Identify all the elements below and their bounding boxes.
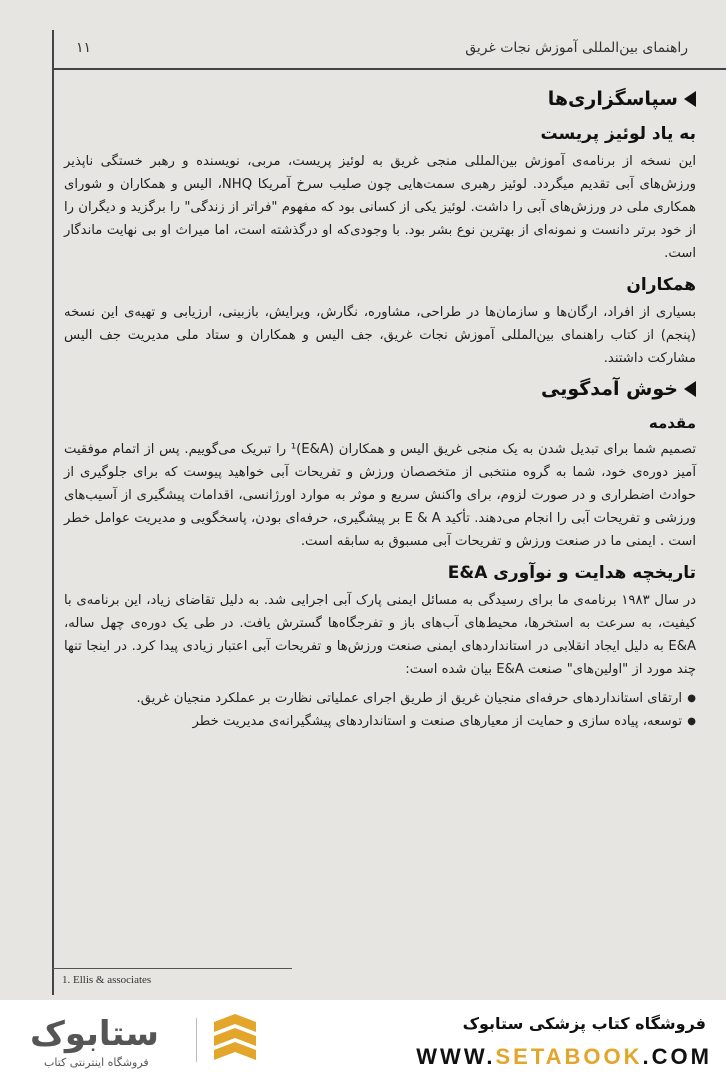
history-bullets (64, 687, 696, 733)
url-prefix: WWW. (416, 1044, 496, 1069)
footnote-divider (52, 968, 292, 969)
triangle-icon (684, 381, 696, 397)
triangle-icon (684, 91, 696, 107)
intro-heading: مقدمه (648, 414, 696, 432)
section-title: سپاسگزاری‌ها (547, 88, 678, 110)
section-welcome-heading (64, 378, 696, 400)
store-banner (0, 1000, 726, 1080)
intro-text: تصمیم شما برای تبدیل شدن به یک منجی غریق الیس و همکاران (E&A)¹ را تبریک می‌گوییم. پس از اتمام موفقیت آمیز دوره‌ی خود، شما به گروه منتخبی از متخصصان ورزش و تفریحات آبی خواهید پیوست که برای جلوگیری از حوادث اضطراری و در صورت لزوم، برای واکنش سریع و موثر به موارد اورژانسی، اقدامات پیشگیری از آسیب‌های ورزشی و تفریحات آبی را انجام می‌دهند. تأکید E & A بر پیشگیری، حرفه‌ای بودن، پاسخگویی و مدیریت عوامل خطر است . ایمنی ما در صنعت ورزش و تفریحات آبی مسبوق به سابقه است. (64, 442, 696, 549)
colleagues-text: بسیاری از افراد، ارگان‌ها و سازمان‌ها در طراحی، مشاوره، نگارش، ویرایش، بازبینی، ارزیابی و تهیه‌ی این نسخه (پنجم) از کتاب راهنمای بین‌المللی آموزش نجات غریق، جف الیس و همکاران و ستاد ملی مدیریت جف الیس مشارکت داشتند. (64, 305, 696, 366)
footnote: 1. Ellis & associates (62, 974, 152, 986)
logo-subtitle: فروشگاه اینترنتی کتاب (44, 1056, 149, 1069)
running-title: راهنمای بین‌المللی آموزش نجات غریق (465, 40, 688, 56)
page-content (64, 80, 696, 733)
section-thanks-heading (64, 88, 696, 110)
page-number: ۱۱ (76, 40, 92, 56)
page-header (52, 30, 726, 70)
store-name: فروشگاه کتاب پزشکی ستابوک (462, 1014, 706, 1033)
list-item: ● ارتقای استانداردهای حرفه‌ای منجیان غریق از طریق اجرای عملیاتی نظارت بر عملکرد منجیان غریق. (64, 687, 696, 710)
url-suffix: .COM (642, 1044, 712, 1069)
margin-line (52, 30, 54, 995)
memorial-text: این نسخه از برنامه‌ی آموزش بین‌المللی منجی غریق به لوئیز پریست، مربی، نویسنده و رهبر خستگی ناپذیر ورزش‌های آبی تقدیم میگردد. لوئیز رهبری سمت‌هایی چون صلیب سرخ آمریکا NHQ، الیس و همکاران و شورای همکاری ملی در ورزش‌های آبی را داشت. لوئیز یکی از کسانی بود که مفهوم "فراتر از زندگی" را برگزید و دیگران را از خود برتر دانست و نمونه‌ای از بهترین نوع بشر بود. با وجودی‌که او درگذشته است، اما میراث او بی نهایت ماندگار است. (64, 154, 696, 261)
section-title: خوش آمدگویی (540, 378, 678, 400)
history-text: در سال ۱۹۸۳ برنامه‌ی ما برای رسیدگی به مسائل ایمنی پارک آبی اجرایی شد. به دلیل تقاضای زیاد، این برنامه‌ی با کیفیت، به سرعت به استخرها، محیط‌های آب‌های باز و تفرجگاه‌ها گسترش یافت. در طی یک دوره‌ی چهل ساله، E&A به دلیل ایجاد انقلابی در استانداردهای ایمنی صنعت ورزش‌ها و تفریحات آبی اعتبار زیادی پیدا کرد. در اینجا تنها چند مورد از "اولین‌های" صنعت E&A بیان شده است: (64, 593, 696, 677)
history-heading: تاریخچه هدایت و نوآوری E&A (447, 563, 696, 583)
colleagues-heading: همکاران (626, 275, 696, 295)
list-item: ● توسعه، پیاده سازی و حمایت از معیارهای صنعت و استانداردهای پیشگیرانه‌ی مدیریت خطر (64, 710, 696, 733)
url-accent: SETABOOK (495, 1044, 643, 1069)
memorial-heading: به یاد لوئیز پریست (540, 124, 696, 144)
store-url[interactable] (416, 1044, 712, 1070)
logo-divider (196, 1018, 197, 1062)
logo-text: ستابوک (30, 1014, 159, 1054)
setabook-logo-icon (210, 1012, 260, 1068)
